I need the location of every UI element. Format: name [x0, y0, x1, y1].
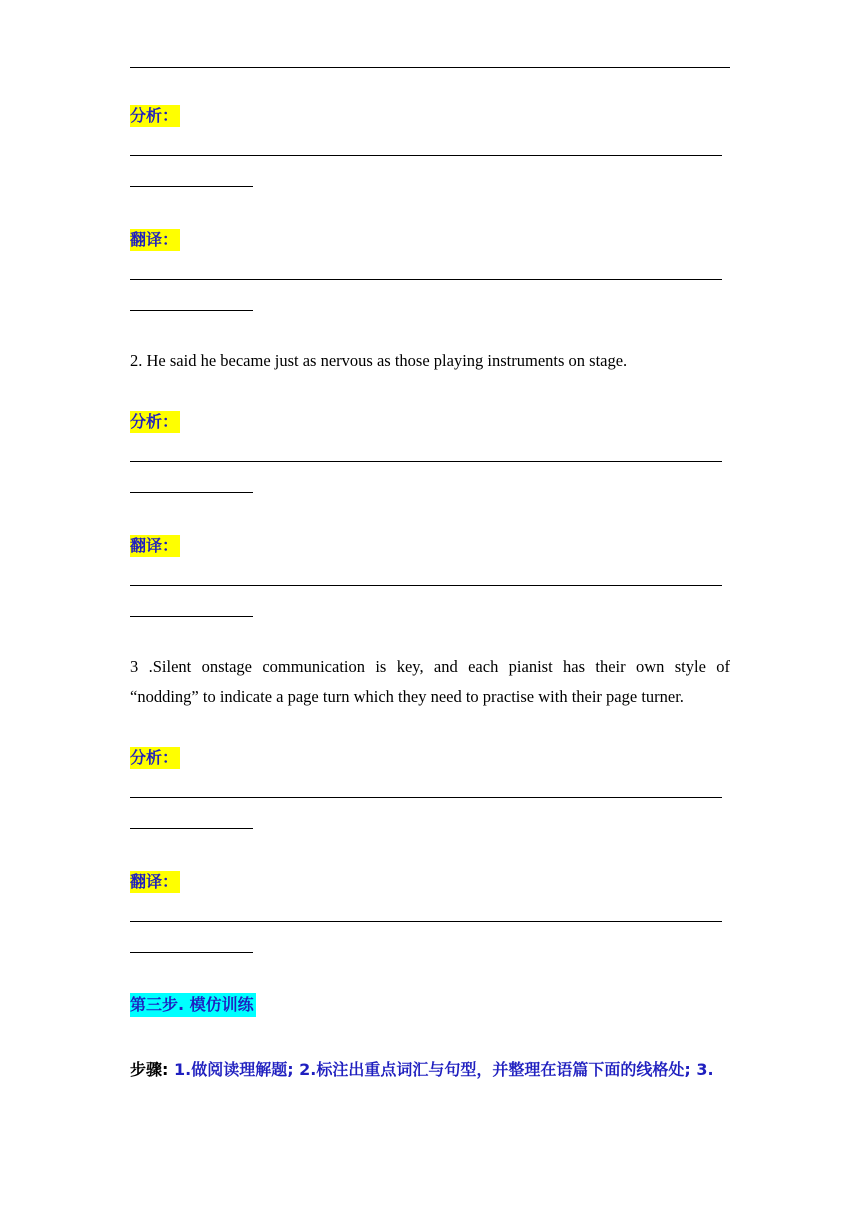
answer-line[interactable]	[130, 828, 253, 829]
steps-text: 1.做阅读理解题; 2.标注出重点词汇与句型，并整理在语篇下面的线格处; 3.	[173, 1060, 714, 1079]
answer-line[interactable]	[130, 616, 253, 617]
analysis-label: 分析：	[130, 412, 179, 431]
header-rule	[130, 67, 730, 68]
sentence-3-line-2: “nodding” to indicate a page turn which they need to practise with their page turner.	[130, 687, 684, 706]
answer-line[interactable]	[130, 279, 722, 280]
answer-line[interactable]	[130, 492, 253, 493]
answer-line[interactable]	[130, 585, 722, 586]
analysis-label: 分析：	[130, 748, 179, 767]
answer-line[interactable]	[130, 952, 253, 953]
translation-label: 翻译：	[130, 536, 179, 555]
sentence-3-line-1: 3 .Silent onstage communication is key, and each pianist has their own style of	[130, 657, 730, 676]
answer-line[interactable]	[130, 310, 253, 311]
answer-line[interactable]	[130, 797, 722, 798]
translation-label: 翻译：	[130, 872, 179, 891]
steps-instructions	[130, 1058, 750, 1083]
answer-line[interactable]	[130, 921, 722, 922]
steps-label: 步骤:	[130, 1060, 174, 1079]
sentence-2: 2. He said he became just as nervous as those playing instruments on stage.	[130, 351, 628, 370]
answer-line[interactable]	[130, 186, 253, 187]
answer-line[interactable]	[130, 461, 722, 462]
translation-label: 翻译：	[130, 230, 179, 249]
answer-line[interactable]	[130, 155, 722, 156]
section-heading: 第三步. 模仿训练	[130, 993, 256, 1017]
analysis-label: 分析：	[130, 106, 179, 125]
